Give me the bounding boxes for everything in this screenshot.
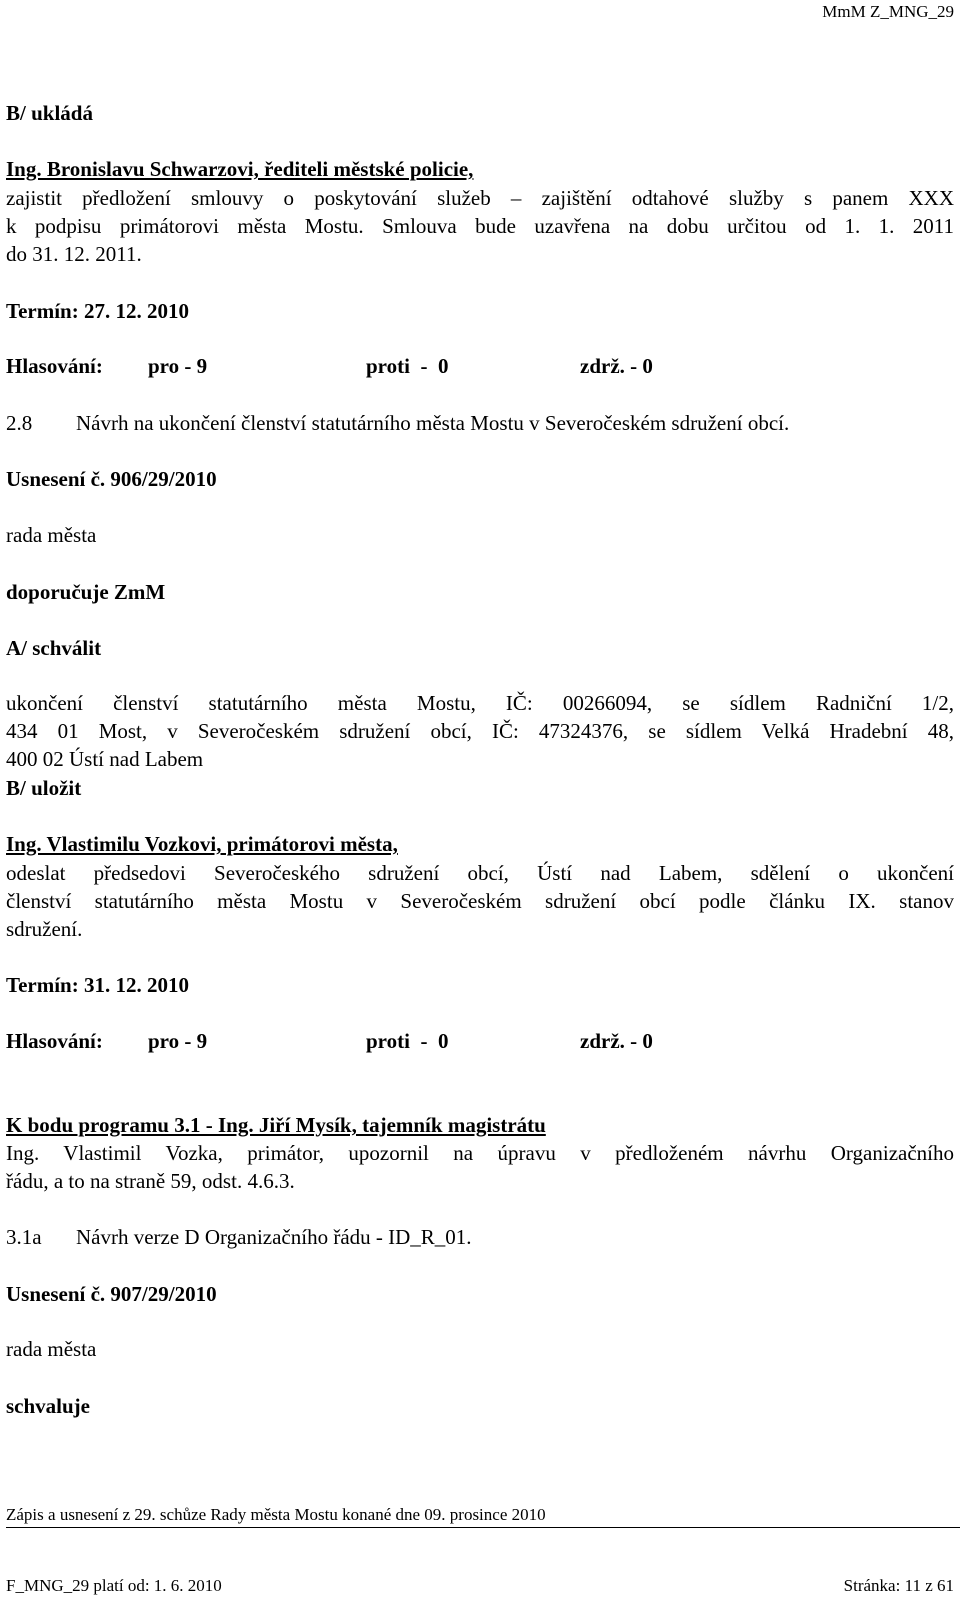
document-id: MmM Z_MNG_29	[822, 2, 954, 21]
resolution-verb: doporučuje ZmM	[6, 580, 166, 604]
vote-pro: pro - 9	[148, 354, 208, 378]
footer-divider	[6, 1527, 960, 1528]
item-title: Návrh verze D Organizačního řádu - ID_R_01.	[76, 1225, 472, 1249]
part-a-text-line: 400 02 Ústí nad Labem	[6, 747, 204, 771]
task-text-line: zajistit předložení smlouvy o poskytování služeb – zajištění odtahové služby s panem XXX	[6, 186, 954, 210]
footer-form-id: F_MNG_29 platí od: 1. 6. 2010	[6, 1576, 222, 1595]
part-a-text-line: ukončení členství statutárního města Mostu, IČ: 00266094, se sídlem Radniční 1/2,	[6, 691, 954, 715]
vote-label: Hlasování:	[6, 354, 103, 378]
item-number: 3.1a	[6, 1225, 42, 1249]
vote-zdrz: zdrž. - 0	[580, 354, 653, 378]
part-a-heading: A/ schválit	[6, 636, 102, 660]
vote-zdrz: zdrž. - 0	[580, 1029, 653, 1053]
part-b-text-line: odeslat předsedovi Severočeského sdružení obcí, Ústí nad Labem, sdělení o ukončení	[6, 861, 954, 885]
body-label: rada města	[6, 523, 97, 547]
vote-pro: pro - 9	[148, 1029, 208, 1053]
responsible-person: Ing. Vlastimilu Vozkovi, primátorovi města,	[6, 832, 398, 856]
part-a-text-line: 434 01 Most, v Severočeském sdružení obcí, IČ: 47324376, se sídlem Velká Hradební 48,	[6, 719, 954, 743]
resolution-number: Usnesení č. 907/29/2010	[6, 1282, 217, 1306]
vote-label: Hlasování:	[6, 1029, 103, 1053]
deadline: Termín: 31. 12. 2010	[6, 973, 189, 997]
vote-proti: proti - 0	[366, 1029, 449, 1053]
item-number: 2.8	[6, 411, 33, 435]
part-b-text-line: sdružení.	[6, 917, 83, 941]
resolution-verb: schvaluje	[6, 1394, 90, 1418]
task-text-line: do 31. 12. 2011.	[6, 242, 142, 266]
task-text-line: k podpisu primátorovi města Mostu. Smlouva bude uzavřena na dobu určitou od 1. 1. 2011	[6, 214, 954, 238]
responsible-person: Ing. Bronislavu Schwarzovi, řediteli městské policie,	[6, 157, 474, 181]
body-label: rada města	[6, 1337, 97, 1361]
item-title: Návrh na ukončení členství statutárního města Mostu v Severočeském sdružení obcí.	[76, 411, 790, 435]
part-b-text-line: členství statutárního města Mostu v Severočeském sdružení obcí podle článku IX. stanov	[6, 889, 954, 913]
vote-proti: proti - 0	[366, 354, 449, 378]
resolution-number: Usnesení č. 906/29/2010	[6, 467, 217, 491]
deadline: Termín: 27. 12. 2010	[6, 299, 189, 323]
footer-page-number: Stránka: 11 z 61	[843, 1576, 954, 1595]
program-text-line: řádu, a to na straně 59, odst. 4.6.3.	[6, 1169, 295, 1193]
footer-minutes: Zápis a usnesení z 29. schůze Rady města Mostu konané dne 09. prosince 2010	[6, 1505, 546, 1524]
program-heading: K bodu programu 3.1 - Ing. Jiří Mysík, tajemník magistrátu	[6, 1113, 546, 1137]
part-b-heading: B/ uložit	[6, 776, 82, 800]
section-heading: B/ ukládá	[6, 101, 93, 125]
program-text-line: Ing. Vlastimil Vozka, primátor, upozornil na úpravu v předloženém návrhu Organizačního	[6, 1141, 954, 1165]
